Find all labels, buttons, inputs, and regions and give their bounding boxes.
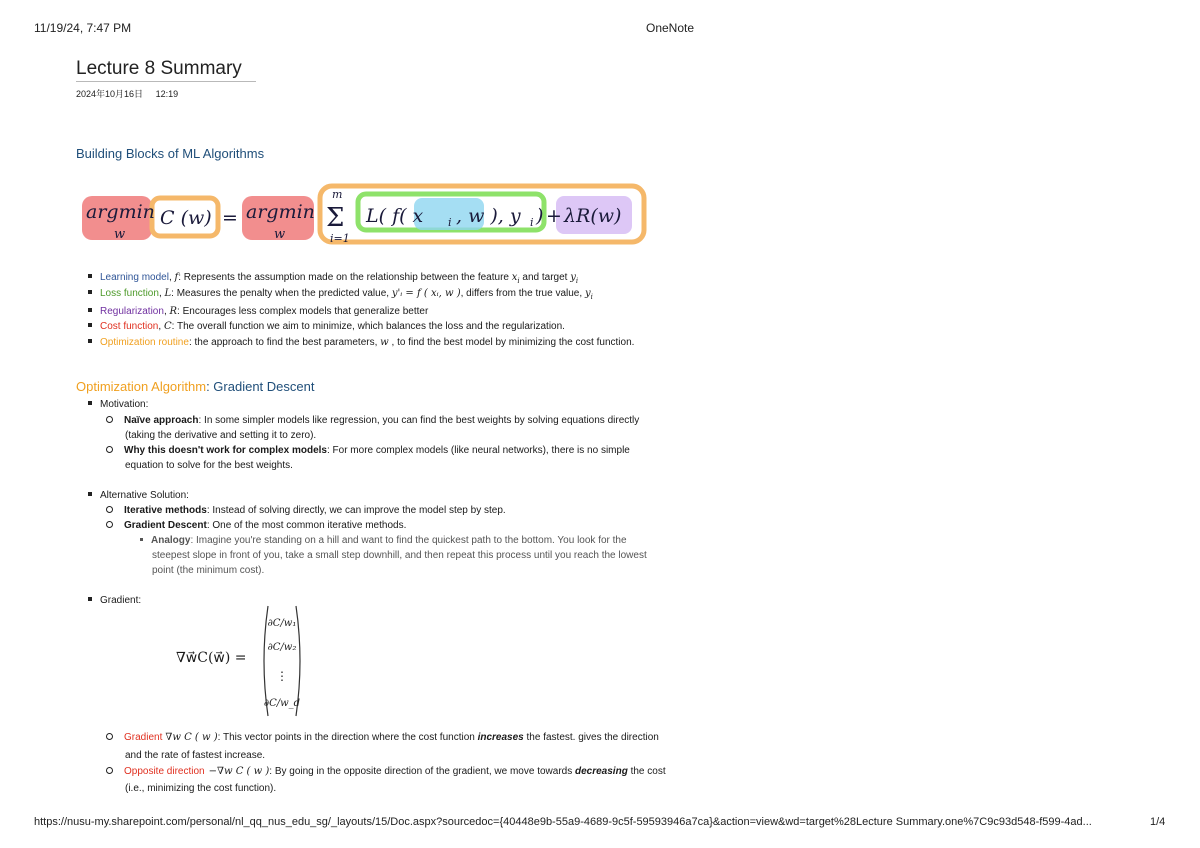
sym-y: y: [570, 272, 576, 283]
list-item-optimization-routine: [88, 335, 634, 350]
bullet-circle-icon: [106, 446, 113, 453]
bullet-square-icon: [88, 290, 92, 294]
list-item-analogy: [140, 533, 627, 548]
bullet-circle-icon: [106, 733, 113, 740]
term-why-not-complex: Why this doesn't work for complex models: [124, 445, 327, 456]
bullet-circle-icon: [106, 767, 113, 774]
text-cost-function: : The overall function we aim to minimize, which balances the loss and the regularization.: [171, 321, 565, 332]
formula-sum-upper: m: [332, 188, 343, 201]
sym-f: f: [174, 272, 179, 283]
page-date-value: 2024年10月16日: [76, 89, 144, 99]
heading-optimization-algorithm: Optimization Algorithm: [76, 379, 207, 394]
sym-y-true: y: [584, 288, 591, 299]
section-heading-gradient-descent: [76, 379, 314, 394]
sym-neg-gradient: −∇w C ( w ): [208, 766, 270, 777]
gradient-lhs: ∇w⃗C(w⃗) =: [176, 650, 247, 666]
term-loss-function: Loss function: [100, 288, 159, 299]
sym-x-sub: i: [517, 277, 520, 285]
print-footer-url: https://nusu-my.sharepoint.com/personal/nl_qq_nus_edu_sg/_layouts/15/Doc.aspx?sourcedoc={40448e9b-55a9-4689-9c5f-59593946a7ca}&action=view&wd=target%28Lecture Summary.one%7C9c93d548-f599-4ad...: [34, 816, 1092, 828]
term-opposite-direction: Opposite direction: [124, 766, 205, 777]
term-learning-model: Learning model: [100, 272, 169, 283]
text-regularization: : Encourages less complex models that generalize better: [177, 306, 429, 317]
text-iterative-methods: : Instead of solving directly, we can improve the model step by step.: [206, 505, 506, 516]
emph-increases: increases: [477, 732, 524, 743]
text-opposite-direction-cont: (i.e., minimizing the cost function).: [125, 783, 277, 794]
formula-loss-close: ): [536, 205, 544, 227]
list-item-regularization: Regularization, R: Encourages less complex models that generalize better: [88, 304, 428, 319]
text-opposite-direction-2: the cost: [627, 766, 666, 777]
text-gradient-2: the fastest. gives the direction: [523, 732, 659, 743]
text-opposite-direction: : By going in the opposite direction of the gradient, we move towards: [269, 766, 575, 777]
bullet-square-small-icon: [140, 538, 143, 541]
heading-gradient-descent: Gradient Descent: [213, 379, 315, 394]
sym-y-sub: i: [575, 277, 579, 285]
text-learning-model-2: and target: [519, 272, 571, 283]
formula-argmin-2: argmin: [246, 201, 315, 223]
bullet-square-icon: [88, 597, 92, 601]
text-naive-approach: : In some simpler models like regression, you can find the best weights by solving equations directly: [198, 415, 640, 426]
list-item-gradient: [88, 593, 141, 608]
text-naive-approach-cont: (taking the derivative and setting it to zero).: [125, 430, 317, 441]
bullet-circle-icon: [106, 416, 113, 423]
formula-regularizer: λR(w): [564, 205, 622, 227]
text-analogy: : Imagine you're standing on a hill and want to find the quickest path to the bottom. You look for the: [190, 535, 627, 546]
text-loss-function-2: , differs from the true value,: [460, 288, 585, 299]
sym-C: C: [163, 321, 172, 332]
list-item-iterative-methods: [106, 503, 506, 518]
print-datetime: 11/19/24, 7:47 PM: [34, 21, 132, 35]
label-gradient: Gradient:: [100, 595, 142, 606]
page-date: [76, 87, 178, 100]
heading-separator: :: [206, 379, 214, 394]
formula-sub-w-2: w: [274, 227, 286, 242]
page-title: Lecture 8 Summary: [76, 58, 242, 79]
print-page-number: 1/4: [1150, 816, 1166, 828]
formula-argmin-1: argmin: [86, 201, 155, 223]
gradient-entry-dots: ⋮: [276, 669, 288, 683]
term-cost-function: Cost function: [100, 321, 159, 332]
term-iterative-methods: Iterative methods: [124, 505, 207, 516]
formula-equals: =: [222, 207, 238, 229]
formula-sub-i-1: i: [448, 216, 452, 229]
bullet-square-icon: [88, 323, 92, 327]
list-item-why-not-complex: [106, 443, 630, 458]
text-optimization-routine-2: , to find the best model by minimizing the cost function.: [388, 337, 635, 348]
sym-L: L: [164, 288, 172, 299]
list-item-naive-approach: [106, 413, 639, 428]
term-regularization: Regularization: [100, 306, 164, 317]
text-learning-model: : Represents the assumption made on the relationship between the feature: [178, 272, 512, 283]
sym-x: x: [511, 272, 518, 283]
print-app-name: OneNote: [646, 21, 695, 35]
sym-gradient: ∇w C ( w ): [165, 732, 218, 743]
term-naive-approach: Naïve approach: [124, 415, 199, 426]
term-optimization-routine: Optimization routine: [100, 337, 189, 348]
list-item-alternative-solution: [88, 488, 189, 503]
formula-cost-lhs: C (w): [160, 207, 212, 229]
formula-sub-w-1: w: [114, 227, 126, 242]
handwritten-cost-formula: [78, 182, 650, 248]
formula-sum-lower: i=1: [330, 232, 350, 245]
term-analogy: Analogy: [151, 535, 191, 546]
list-item-learning-model: Learning model, f: Represents the assumption made on the relationship between the feature $x_i$ and target $y_i$: [88, 270, 578, 289]
bullet-square-icon: [88, 492, 92, 496]
bullet-square-icon: [88, 308, 92, 312]
text-loss-function: : Measures the penalty when the predicted value,: [171, 288, 392, 299]
list-item-opposite-direction: [106, 764, 666, 779]
bullet-circle-icon: [106, 521, 113, 528]
formula-sub-i-2: i: [530, 216, 534, 229]
formula-sum-sign: Σ: [326, 203, 345, 233]
gradient-entry-1: ∂C/w₁: [267, 618, 297, 629]
term-gradient-descent: Gradient Descent: [124, 520, 207, 531]
text-optimization-routine: : the approach to find the best parameters,: [188, 337, 381, 348]
list-item-loss-function: Loss function, L: Measures the penalty when the predicted value, y'ᵢ = f ( xᵢ, w ), differs from the true value, $y_i$: [88, 286, 593, 305]
text-gradient: : This vector points in the direction where the cost function: [217, 732, 478, 743]
text-gradient-cont: and the rate of fastest increase.: [125, 750, 266, 761]
list-item-gradient-meaning: [106, 730, 659, 745]
text-why-not-complex: : For more complex models (like neural networks), there is no simple: [326, 445, 630, 456]
title-underline: [76, 81, 256, 82]
list-item-motivation: [88, 397, 148, 412]
formula-loss-open: L( f( x: [366, 205, 424, 227]
section-heading-building-blocks: Building Blocks of ML Algorithms: [76, 146, 265, 161]
bullet-square-icon: [88, 274, 92, 278]
emph-decreasing: decreasing: [575, 766, 628, 777]
label-alternative-solution: Alternative Solution:: [100, 490, 189, 501]
label-motivation: Motivation:: [100, 399, 149, 410]
gradient-entry-d: ∂C/w_d: [263, 698, 301, 709]
eq-prediction: y'ᵢ = f ( xᵢ, w ): [391, 288, 461, 299]
bullet-square-icon: [88, 339, 92, 343]
formula-plus: +: [546, 205, 562, 227]
formula-loss-mid: , w ), y: [456, 205, 521, 227]
gradient-vector-matrix: [258, 604, 306, 718]
text-gradient-descent: : One of the most common iterative methods.: [206, 520, 407, 531]
gradient-entry-2: ∂C/w₂: [267, 642, 297, 653]
text-why-not-complex-cont: equation to solve for the best weights.: [125, 460, 293, 471]
sym-w: w: [380, 337, 389, 348]
page-time-value: 12:19: [155, 89, 179, 99]
list-item-cost-function: Cost function, C: The overall function we aim to minimize, which balances the loss and the regularization.: [88, 319, 565, 334]
term-gradient: Gradient: [124, 732, 163, 743]
sym-y-true-sub: i: [590, 293, 593, 301]
text-analogy-cont-2: point (the minimum cost).: [152, 565, 265, 576]
text-analogy-cont-1: steepest slope in front of you, take a small step downhill, and then repeat this process until you reach the lowest: [152, 550, 647, 561]
list-item-gradient-descent: [106, 518, 406, 533]
bullet-square-icon: [88, 401, 92, 405]
sym-R: R: [169, 306, 178, 317]
bullet-circle-icon: [106, 506, 113, 513]
